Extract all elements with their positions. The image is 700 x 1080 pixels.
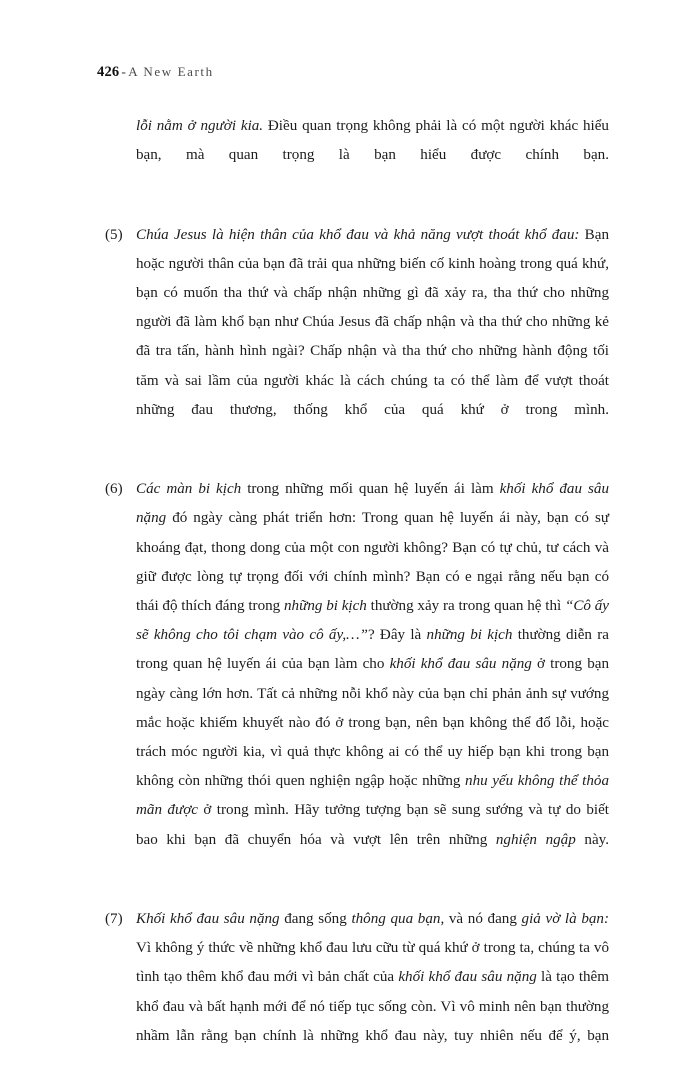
roman-span: , và nó đang [440, 911, 522, 928]
roman-span: là tạo thêm khổ đau và bất hạnh mới để nó tiếp tục sống còn. Vì vô minh nên bạn thường nhầm lẫn rằng bạn chính là những khổ đau này, tuy nhiên nếu để ý, bạn [136, 969, 609, 1044]
continuation-text: Điều quan trọng không phải là có một người khác hiểu bạn, mà quan trọng là bạn hiểu được chính bạn. [136, 118, 609, 164]
italic-span: những bi kịch [284, 598, 367, 615]
italic-span: khối khổ đau sâu nặng [398, 969, 537, 986]
roman-span: trong những mối quan hệ luyến ái làm [241, 481, 500, 498]
italic-span: những bi kịch [426, 627, 513, 644]
page-number: 426 [97, 64, 120, 80]
roman-span: đó ngày càng phát triển hơn: Trong quan hệ luyến ái này, bạn có sự khoáng đạt, thong dong của một con người không? Bạn có tự chủ, tư cách và giữ được lòng tự trọng đối với chính mình? Bạn có e ngại rằng nếu bạn có thái độ thích đáng trong [136, 510, 609, 615]
italic-span: thông qua bạn [351, 911, 441, 928]
roman-span: ở trong mình. Hãy tưởng tượng bạn sẽ sung sướng và tự do biết bao khi bạn đã chuyển hóa và vượt lên trên những [136, 802, 609, 848]
italic-span: khối khổ đau sâu nặng [136, 481, 609, 527]
text-block [105, 112, 609, 1080]
italic-span: nghiện ngập [495, 831, 576, 848]
item-lead-italic: Chúa Jesus là hiện thân của khổ đau và khả năng vượt thoát khổ đau: [136, 226, 580, 243]
roman-span: đang sống [279, 911, 352, 928]
italic-span: khối khổ đau sâu nặng [389, 656, 532, 673]
italic-span: nhu yếu không thể thỏa mãn được [136, 773, 609, 819]
numbered-item-6 [105, 475, 609, 884]
roman-span: Vì không ý thức về những khổ đau lưu cữu từ quá khứ ở trong ta, chúng ta vô tình tạo thêm khổ đau mới vì bản chất của [136, 940, 609, 986]
italic-span: Các màn bi kịch [136, 481, 242, 498]
item-paragraph [136, 905, 609, 1080]
continuation-lead-italic: lỗi nằm ở người kia. [136, 118, 264, 134]
item-paragraph [136, 221, 609, 455]
continuation-paragraph [136, 112, 609, 200]
header-separator: - [121, 64, 127, 79]
book-title: A New Earth [128, 64, 214, 79]
italic-span: giả vờ là bạn: [521, 911, 609, 928]
item-marker: (6) [105, 481, 123, 498]
roman-span: ? Đây là [367, 627, 427, 644]
italic-span: Khối khổ đau sâu nặng [136, 911, 280, 928]
numbered-item-7 [105, 905, 609, 1080]
item-marker: (5) [105, 226, 123, 243]
roman-span: thường diễn ra trong quan hệ luyến ái của bạn làm cho [136, 627, 609, 673]
roman-span: này. [575, 831, 609, 848]
italic-span: “Cô ấy sẽ không cho tôi chạm vào cô ấy,…” [136, 598, 609, 644]
numbered-item-5 [105, 221, 609, 455]
item-paragraph [136, 475, 609, 884]
roman-span: ở trong bạn ngày càng lớn hơn. Tất cả những nỗi khổ này của bạn chỉ phản ảnh sự vướng mắc hoặc khiếm khuyết nào đó ở trong bạn, nên bạn không thể đổ lỗi, hoặc trách móc người kia, vì quả thực không ai có thể uy hiếp bạn khi trong bạn không còn những thói quen nghiện ngập hoặc những [136, 656, 609, 790]
item-text: Bạn hoặc người thân của bạn đã trải qua những biến cố kinh hoàng trong quá khứ, bạn có muốn tha thứ và chấp nhận những gì đã xảy ra, tha thứ cho những người đã làm khổ bạn như Chúa Jesus đã chấp nhận và tha thứ cho những kẻ đã tra tấn, hành hình ngài? Chấp nhận và tha thứ cho những hành động tối tăm và sai lầm của người khác là cách chúng ta có thể làm để vượt thoát những đau thương, thống khổ của quá khứ ở trong mình. [136, 226, 609, 418]
running-header [97, 64, 214, 81]
roman-span: thường xảy ra trong quan hệ thì [366, 598, 565, 615]
item-marker: (7) [105, 911, 123, 928]
